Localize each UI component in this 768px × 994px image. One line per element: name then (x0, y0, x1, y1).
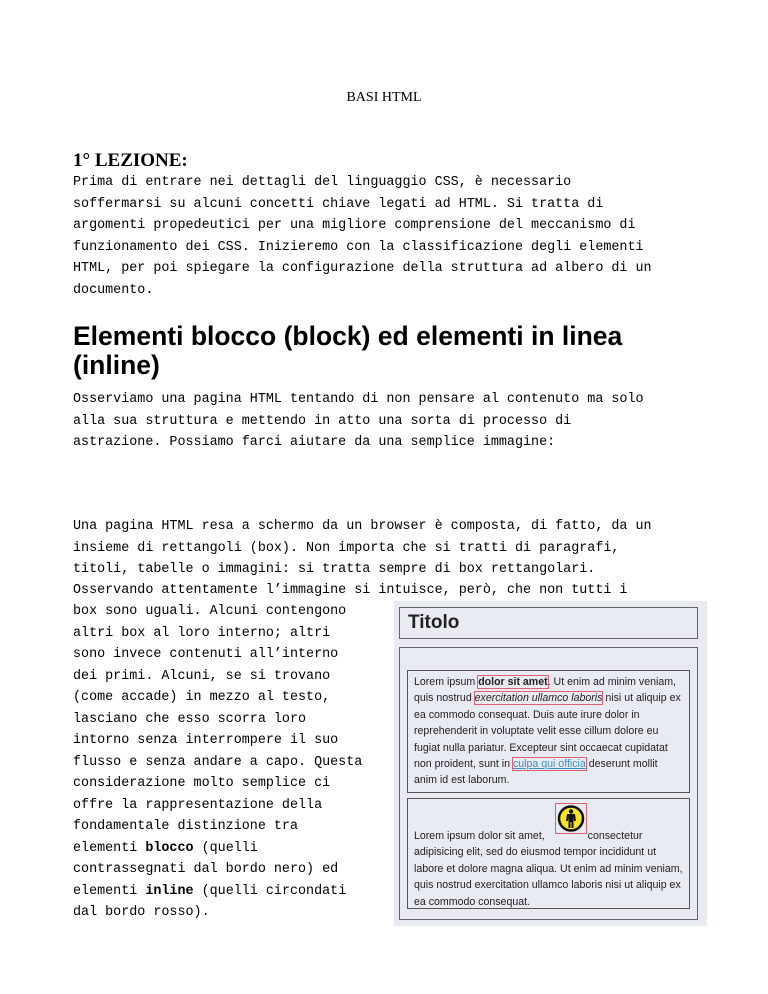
lesson-heading: 1° LEZIONE: (73, 150, 188, 171)
section-heading: Elementi blocco (block) ed elementi in linea (inline) (73, 321, 623, 380)
person-icon (556, 804, 586, 833)
paragraph-distinction-first-line: Osservando attentamente l’immagine si intuisce, però, che non tutti i (73, 583, 628, 598)
paragraph-boxes: Una pagina HTML resa a schermo da un browser è composta, di fatto, da un insieme di rettangoli (box). Non importa che si tratti di paragrafi, titoli, tabelle o immagini: si tratta sempre di box rettangolari. (73, 519, 652, 577)
paragraph-observe: Osserviamo una pagina HTML tentando di non pensare al contenuto ma solo alla sua struttura e mettendo in atto una sorta di processo di astrazione. Possiamo farci aiutare da una semplice immagine: (73, 392, 644, 450)
term-inline: inline (145, 883, 194, 899)
inline-link: culpa qui officia (512, 758, 586, 771)
document-title: BASI HTML (346, 90, 422, 105)
term-blocco: blocco (145, 840, 194, 856)
paragraph-distinction: box sono uguali. Alcuni contengono altri box al loro interno; altri sono invece contenuti all’interno dei primi. Alcuni, se si trovano (come accade) in mezzo al testo, lasciano che esso scorra loro intorno senza interrompere il suo flusso e senza andare a capo. Questa considerazione molto semplice ci offre la rappresentazione della fondamentale distinzione tra elementi blocco (quelli contrassegnati dal bordo nero) ed elementi inline (quelli circondati dal bordo rosso). (73, 604, 363, 920)
figure-title: Titolo (408, 612, 460, 633)
inline-italic: exercitation ullamco laboris (474, 692, 603, 705)
inline-bold: dolor sit amet (478, 676, 548, 688)
inline-image (555, 803, 587, 834)
figure-title-box (399, 607, 698, 639)
intro-paragraph: Prima di entrare nei dettagli del linguaggio CSS, è necessario soffermarsi su alcuni concetti chiave legati ad HTML. Si tratta di argomenti propedeutici per una migliore comprensione del meccanismo di funzionamento dei CSS. Inizieremo con la classificazione degli elementi HTML, per poi spiegare la configurazione della struttura ad albero di un documento. (73, 175, 652, 298)
block-inline-figure (394, 601, 707, 926)
figure-paragraph-2: Lorem ipsum dolor sit amet, consectetur adipisicing elit, sed do eiusmod tempor incididunt ut labore et dolore magna aliqua. Ut enim ad minim veniam, quis nostrud exercitation ullamco laboris nisi ut aliquip ex ea commodo consequat. (407, 798, 690, 909)
figure-paragraph-1: Lorem ipsum dolor sit amet. Ut enim ad minim veniam, quis nostrud exercitation ullamco laboris nisi ut aliquip ex ea commodo consequat. Duis aute irure dolor in reprehenderit in voluptate velit esse cillum dolore eu fugiat nulla pariatur. Excepteur sint occaecat cupidatat non proident, sunt in culpa qui officia deserunt mollit anim id est laborum. (407, 670, 690, 793)
figure-body-box (399, 647, 698, 920)
